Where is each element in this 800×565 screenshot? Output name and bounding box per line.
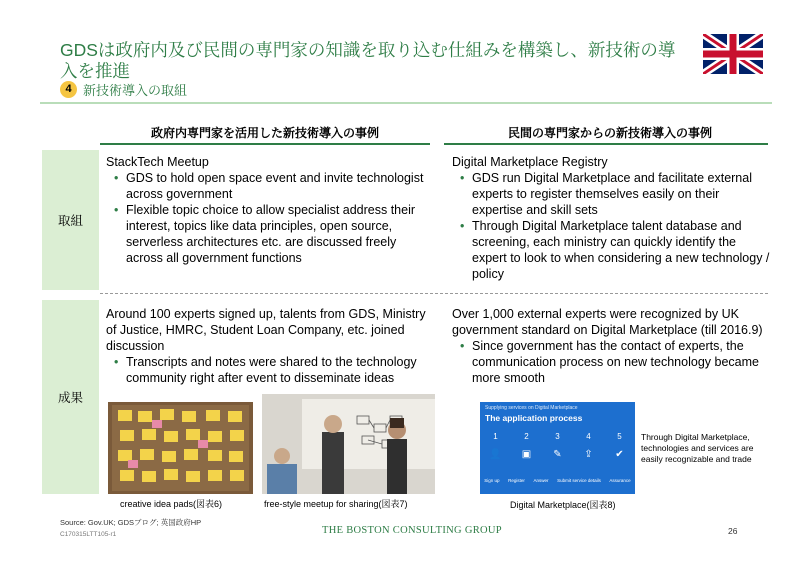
register-icon: ▣	[521, 448, 532, 460]
initiative-left-title: StackTech Meetup	[106, 155, 209, 169]
list-item: • Transcripts and notes were shared to the technology community right after event to disseminate ideas	[106, 354, 436, 386]
list-item: • GDS to hold open space event and invite technologist across government	[106, 170, 436, 202]
results-right-cell	[452, 306, 772, 386]
dm-step-number: 3	[555, 432, 560, 441]
page-number: 26	[728, 526, 738, 536]
figure-8-note: Through Digital Marketplace, technologies and services are easily recognizable and trade	[641, 432, 754, 464]
initiative-right-title: Digital Marketplace Registry	[452, 155, 608, 169]
right-column-rule	[444, 143, 768, 145]
initiative-right-cell	[452, 154, 772, 282]
left-column-rule	[100, 143, 430, 145]
answer-icon: ✎	[553, 448, 562, 460]
dm-step-icons	[480, 446, 635, 462]
dm-title: The application process	[485, 413, 583, 423]
dm-step-labels	[480, 478, 635, 483]
dm-step-number: 1	[493, 432, 498, 441]
header-divider	[40, 102, 772, 104]
user-add-icon: 👤	[489, 448, 502, 460]
page-title: GDSは政府内及び民間の専門家の知識を取り込む仕組みを構築し、新技術の導入を推進	[60, 40, 676, 81]
dm-step-number: 2	[524, 432, 529, 441]
section-number-badge: 4	[60, 81, 77, 98]
list-item: • GDS run Digital Marketplace and facilitate external experts to register themselves easily on their expertise and skill sets	[452, 170, 772, 218]
figure-8-caption: Digital Marketplace(図表8)	[510, 500, 616, 510]
idea-pads-photo	[108, 402, 253, 494]
dm-step-numbers	[480, 432, 635, 441]
dm-step-label: Assurance	[609, 478, 631, 483]
dm-step-label: Sign up	[484, 478, 500, 483]
dm-header: Supplying services on Digital Marketplace	[485, 405, 578, 411]
figure-7-caption: free-style meetup for sharing(図表7)	[264, 499, 408, 509]
dm-step-label: Submit service details	[557, 478, 601, 483]
results-left-title: Around 100 experts signed up, talents from GDS, Ministry of Justice, HMRC, Student Loan Company, etc. joined discussion	[106, 307, 426, 353]
list-item: • Through Digital Marketplace talent database and screening, each ministry can quickly identify the expert to look to when considering a new technology / policy	[452, 218, 772, 282]
results-left-cell	[106, 306, 436, 386]
brand-logo: THE BOSTON CONSULTING GROUP	[322, 525, 502, 536]
row-label-initiative: 取組	[42, 150, 99, 290]
checkmark-icon: ✔	[615, 448, 624, 460]
section-subtitle: 新技術導入の取組	[83, 82, 188, 98]
submit-icon: ⇪	[584, 448, 593, 460]
figure-6-caption: creative idea pads(図表6)	[120, 499, 223, 509]
dm-step-number: 5	[617, 432, 622, 441]
dm-step-label: Register	[508, 478, 525, 483]
list-item: • Flexible topic choice to allow specialist address their interest, topics like data principles, open source, serverless architectures etc. are discussed freely across all government functions	[106, 202, 436, 266]
dm-step-label: Answer	[533, 478, 549, 483]
row-label-results: 成果	[42, 300, 99, 494]
left-column-header: 政府内専門家を活用した新技術導入の事例	[150, 126, 379, 140]
results-right-title: Over 1,000 external experts were recognized by UK government standard on Digital Marketplace (till 2016.9)	[452, 307, 763, 337]
right-column-header: 民間の専門家からの新技術導入の事例	[507, 126, 712, 140]
meetup-photo	[262, 394, 435, 494]
digital-marketplace-graphic	[480, 402, 635, 494]
document-id: C170315LTT105-r1	[60, 531, 117, 538]
list-item: • Since government has the contact of experts, the communication process on new technology became more smooth	[452, 338, 772, 386]
uk-flag-icon	[703, 34, 763, 74]
initiative-left-cell	[106, 154, 436, 266]
section-subtitle-row	[60, 80, 187, 98]
dm-step-number: 4	[586, 432, 591, 441]
row-divider	[100, 293, 768, 294]
source-note: Source: Gov.UK; GDSブログ; 英国政府HP	[60, 518, 202, 527]
